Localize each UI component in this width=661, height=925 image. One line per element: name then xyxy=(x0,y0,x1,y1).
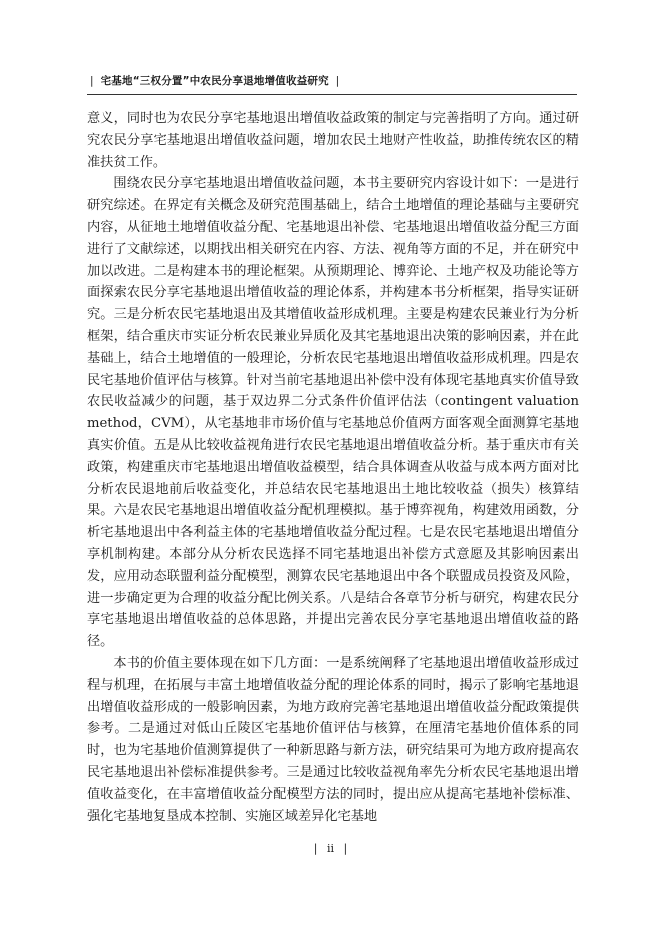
running-header xyxy=(87,73,342,88)
header-bar-left: | xyxy=(90,75,94,87)
footer-bar-left: | xyxy=(313,842,318,855)
footer-bar-right: | xyxy=(343,842,348,855)
paragraph-continued: 意义，同时也为农民分享宅基地退出增值收益政策的制定与完善指明了方向。通过研究农民分享宅基地退出增值收益问题，增加农民土地财产性收益，助推传统农区的精准扶贫工作。 xyxy=(87,111,579,170)
book-title: 宅基地“三权分置”中农民分享退地增值收益研究 xyxy=(100,75,329,87)
page-number: ii xyxy=(326,842,335,855)
header-bar-right: | xyxy=(335,75,340,87)
paragraph-book-value: 本书的价值主要体现在如下几方面：一是系统阐释了宅基地退出增值收益形成过程与机理，在拓展与丰富土地增值收益分配的理论体系的同时，揭示了影响宅基地退出增值收益形成的一般影响因素，为地方政府完善宅基地退出增值收益分配政策提供参考。二是通过对低山丘陵区宅基地价值评估与核算，在厘清宅基地价值体系的同时，也为宅基地价值测算提供了一种新思路与新方法，研究结果可为地方政府提高农民宅基地退出补偿标准提供参考。三是通过比较收益视角率先分析农民宅基地退出增值收益变化，在丰富增值收益分配模型方法的同时，提出应从提高宅基地补偿标准、强化宅基地复垦成本控制、实施区域差异化宅基地 xyxy=(87,655,579,824)
body-text xyxy=(87,108,579,827)
header-divider xyxy=(87,94,577,95)
page-footer xyxy=(0,842,661,855)
paragraph-research-content: 围绕农民分享宅基地退出增值收益问题，本书主要研究内容设计如下：一是进行研究综述。在界定有关概念及研究范围基础上，结合土地增值的理论基础与主要研究内容，从征地土地增值收益分配、宅基地退出补偿、宅基地退出增值收益分配三方面进行了文献综述，以期找出相关研究在内容、方法、视角等方面的不足，并在研究中加以改进。二是构建本书的理论框架。从预期理论、博弈论、土地产权及功能论等方面探索农民分享宅基地退出增值收益的理论体系，并构建本书分析框架，指导实证研究。三是分析农民宅基地退出及其增值收益形成机理。主要是构建农民兼业行为分析框架，结合重庆市实证分析农民兼业异质化及其宅基地退出决策的影响因素，并在此基础上，结合土地增值的一般理论，分析农民宅基地退出增值收益形成机理。四是农民宅基地价值评估与核算。针对当前宅基地退出补偿中没有体现宅基地真实价值导致农民收益减少的问题，基于双边界二分式条件价值评估法（contingent valuation method，CVM），从宅基地非市场价值与宅基地总价值两方面客观全面测算宅基地真实价值。五是从比较收益视角进行农民宅基地退出增值收益分析。基于重庆市有关政策，构建重庆市宅基地退出增值收益模型，结合具体调查从收益与成本两方面对比分析农民退地前后收益变化，并总结农民宅基地退出土地比较收益（损失）核算结果。六是农民宅基地退出增值收益分配机理模拟。基于博弈视角，构建效用函数，分析宅基地退出中各利益主体的宅基地增值收益分配过程。七是农民宅基地退出增值分享机制构建。本部分从分析农民选择不同宅基地退出补偿方式意愿及其影响因素出发，应用动态联盟利益分配模型，测算农民宅基地退出中各个联盟成员投资及风险，进一步确定更为合理的收益分配比例关系。八是结合各章节分析与研究，构建农民分享宅基地退出增值收益的总体思路，并提出完善农民分享宅基地退出增值收益的路径。 xyxy=(87,176,579,650)
